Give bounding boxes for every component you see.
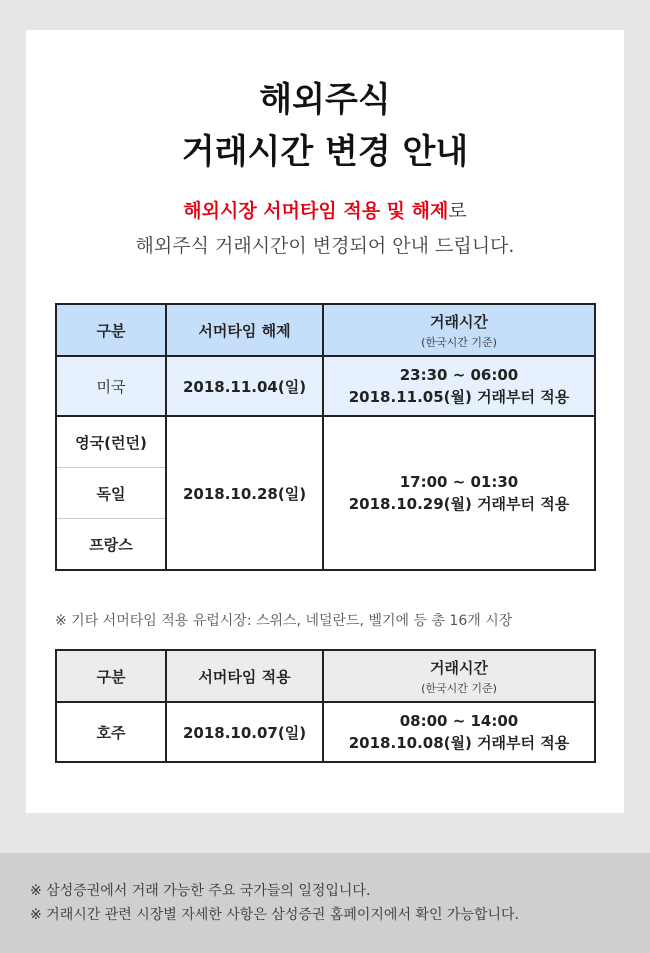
page-title-line2: 거래시간 변경 안내 (181, 132, 469, 172)
apply-europe: 2018.10.29(월) 거래부터 적용 (348, 495, 570, 513)
region-us: 미국 (56, 356, 166, 416)
subtitle-line1 (26, 196, 624, 223)
notice-card (26, 30, 624, 813)
time-range-au: 08:00 ~ 14:00 (399, 712, 519, 730)
header-trading-time-note: (한국시간 기준) (421, 681, 497, 695)
footer-note-2: ※ 거래시간 관련 시장별 자세한 사항은 삼성증권 홈페이지에서 확인 가능합니다. (30, 907, 519, 923)
header-trading-time-label: 거래시간 (430, 658, 488, 677)
header-trading-time-label: 거래시간 (430, 312, 488, 331)
time-europe (323, 416, 595, 570)
header-trading-time (323, 650, 595, 702)
dst-apply-table (55, 649, 596, 763)
header-trading-time (323, 304, 595, 356)
apply-au: 2018.10.08(월) 거래부터 적용 (348, 734, 570, 752)
header-trading-time-note: (한국시간 기준) (421, 335, 497, 349)
region-de: 독일 (56, 468, 166, 519)
region-fr: 프랑스 (56, 519, 166, 571)
header-dst-release: 서머타임 해제 (166, 304, 323, 356)
europe-note: ※ 기타 서머타임 적용 유럽시장: 스위스, 네덜란드, 벨기에 등 총 16개 시장 (55, 613, 513, 629)
table-row-au (56, 702, 595, 762)
date-europe: 2018.10.28(일) (166, 416, 323, 570)
time-us (323, 356, 595, 416)
page-title-line1: 해외주식 (259, 80, 391, 120)
region-au: 호주 (56, 702, 166, 762)
footer-notes (0, 853, 650, 953)
time-range-europe: 17:00 ~ 01:30 (399, 473, 519, 491)
table-row-us (56, 356, 595, 416)
subtitle-highlight: 해외시장 서머타임 적용 및 해제 (183, 200, 449, 222)
dst-release-table (55, 303, 596, 571)
time-range-us: 23:30 ~ 06:00 (399, 366, 519, 384)
date-au: 2018.10.07(일) (166, 702, 323, 762)
table-row-uk (56, 416, 595, 468)
table-header-row (56, 304, 595, 356)
header-dst-apply: 서머타임 적용 (166, 650, 323, 702)
table-header-row (56, 650, 595, 702)
date-us: 2018.11.04(일) (166, 356, 323, 416)
footer-note-1: ※ 삼성증권에서 거래 가능한 주요 국가들의 일정입니다. (30, 883, 371, 899)
header-category: 구분 (56, 304, 166, 356)
subtitle-suffix: 로 (448, 200, 467, 222)
apply-us: 2018.11.05(월) 거래부터 적용 (348, 388, 570, 406)
subtitle-line2: 해외주식 거래시간이 변경되어 안내 드립니다. (135, 235, 515, 257)
time-au (323, 702, 595, 762)
header-category: 구분 (56, 650, 166, 702)
region-uk: 영국(런던) (56, 416, 166, 468)
